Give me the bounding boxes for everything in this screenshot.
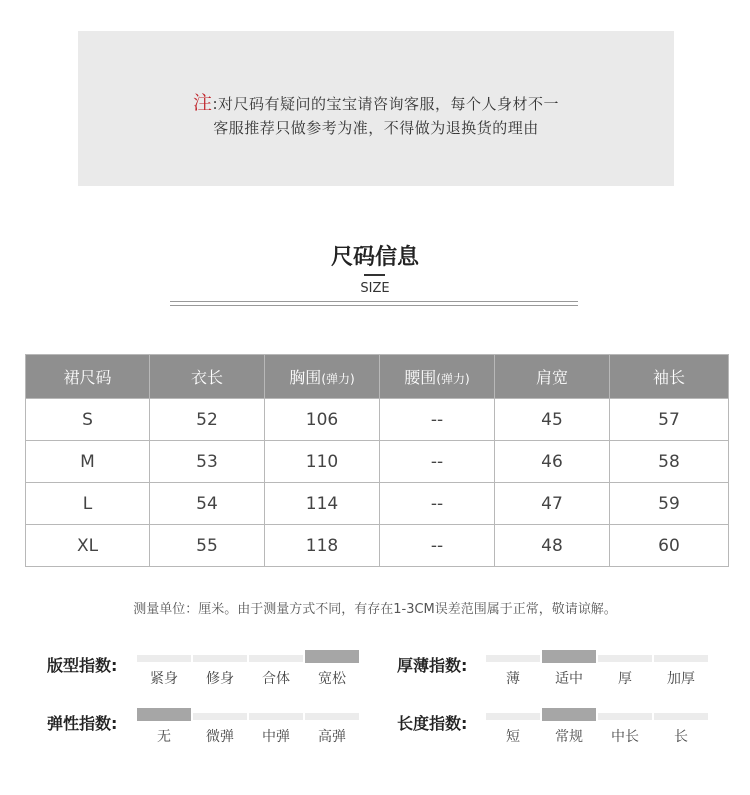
- index-bar-segment: [486, 713, 540, 720]
- cell-waist: --: [380, 525, 495, 567]
- cell-waist: --: [380, 483, 495, 525]
- cell-chest: 110: [265, 441, 380, 483]
- header-length: 衣长: [150, 355, 265, 399]
- header-sleeve: 袖长: [610, 355, 729, 399]
- index-option-label: 无: [157, 729, 171, 745]
- index-bar-segment: [598, 655, 652, 662]
- cell-chest: 118: [265, 525, 380, 567]
- cell-length: 54: [150, 483, 265, 525]
- measurement-note: 测量单位：厘米。由于测量方式不同，有存在1-3CM误差范围属于正常，敬请谅解。: [133, 602, 617, 617]
- cell-chest: 106: [265, 399, 380, 441]
- table-row: [26, 483, 729, 525]
- section-divider: [170, 301, 578, 306]
- cell-shoulder: 45: [495, 399, 610, 441]
- cell-sleeve: 60: [610, 525, 729, 567]
- index-bar-segment: [137, 708, 191, 721]
- index-bar-segment: [598, 713, 652, 720]
- index-bar-segment: [193, 713, 247, 720]
- notice-line-2: 客服推荐只做参考为准，不得做为退换货的理由: [213, 119, 539, 137]
- index-bar-segment: [305, 713, 359, 720]
- header-shoulder: 肩宽: [495, 355, 610, 399]
- cell-size: S: [26, 399, 150, 441]
- index-option-label: 适中: [555, 671, 583, 687]
- cell-length: 55: [150, 525, 265, 567]
- cell-size: L: [26, 483, 150, 525]
- header-size: 裙尺码: [26, 355, 150, 399]
- cell-waist: --: [380, 441, 495, 483]
- index-bar-segment: [193, 655, 247, 662]
- cell-shoulder: 46: [495, 441, 610, 483]
- table-row: [26, 399, 729, 441]
- index-bar-segment: [249, 655, 303, 662]
- index-option-label: 合体: [262, 671, 290, 687]
- cell-sleeve: 58: [610, 441, 729, 483]
- index-bar-segment: [654, 655, 708, 662]
- notice-text-1: :对尺码有疑问的宝宝请咨询客服，每个人身材不一: [212, 95, 560, 113]
- index-option-label: 微弹: [206, 729, 234, 745]
- index-bar-segment: [542, 650, 596, 663]
- size-table: [25, 354, 729, 567]
- cell-sleeve: 57: [610, 399, 729, 441]
- index-option-label: 加厚: [667, 671, 695, 687]
- index-bar-segment: [654, 713, 708, 720]
- index-label-thickness: 厚薄指数:: [397, 656, 468, 675]
- notice-box: [78, 31, 674, 186]
- index-option-label: 短: [506, 729, 520, 745]
- index-bar-segment: [137, 655, 191, 662]
- index-option-label: 宽松: [318, 671, 346, 687]
- cell-length: 52: [150, 399, 265, 441]
- cell-shoulder: 48: [495, 525, 610, 567]
- table-row: [26, 441, 729, 483]
- index-bar-segment: [486, 655, 540, 662]
- notice-line-1: [78, 88, 674, 115]
- section-subtitle: SIZE: [360, 281, 390, 296]
- index-option-label: 薄: [506, 671, 520, 687]
- cell-shoulder: 47: [495, 483, 610, 525]
- index-label-elasticity: 弹性指数:: [47, 714, 118, 733]
- cell-size: XL: [26, 525, 150, 567]
- index-option-label: 长: [674, 729, 688, 745]
- index-option-label: 高弹: [318, 729, 346, 745]
- index-option-label: 中长: [611, 729, 639, 745]
- notice-mark: 注: [192, 92, 213, 114]
- cell-chest: 114: [265, 483, 380, 525]
- cell-waist: --: [380, 399, 495, 441]
- section-title-underline: [364, 274, 385, 276]
- size-table-header: [26, 355, 729, 399]
- index-option-label: 厚: [618, 671, 632, 687]
- section-title: 尺码信息: [330, 245, 419, 270]
- header-chest: 胸围(弹力): [265, 355, 380, 399]
- cell-length: 53: [150, 441, 265, 483]
- index-option-label: 紧身: [150, 671, 178, 687]
- table-row: [26, 525, 729, 567]
- index-label-length: 长度指数:: [397, 714, 468, 733]
- index-label-fit: 版型指数:: [47, 656, 118, 675]
- cell-size: M: [26, 441, 150, 483]
- index-bar-segment: [249, 713, 303, 720]
- index-bar-segment: [305, 650, 359, 663]
- index-option-label: 修身: [206, 671, 234, 687]
- index-option-label: 常规: [555, 729, 583, 745]
- cell-sleeve: 59: [610, 483, 729, 525]
- header-waist: 腰围(弹力): [380, 355, 495, 399]
- index-option-label: 中弹: [262, 729, 290, 745]
- index-bar-segment: [542, 708, 596, 721]
